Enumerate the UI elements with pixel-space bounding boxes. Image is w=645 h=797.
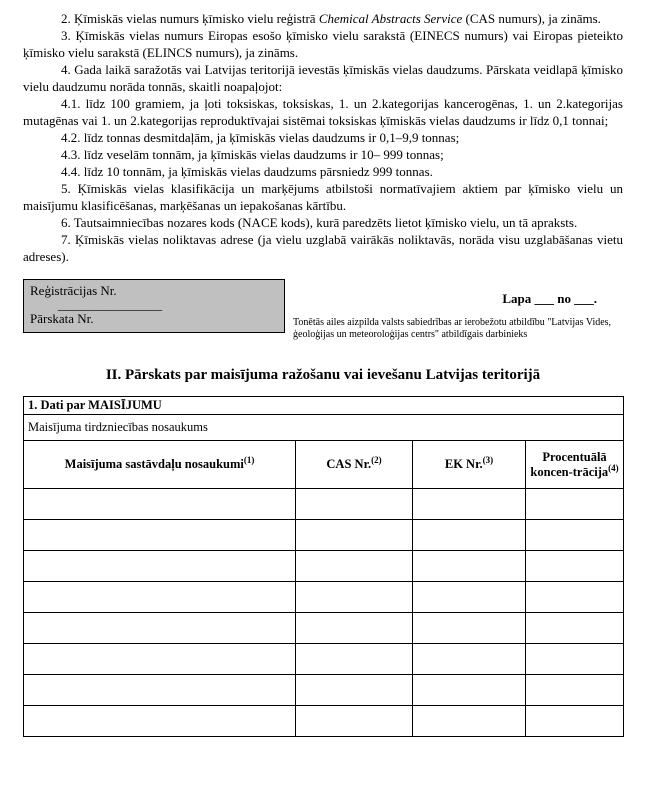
column-header-component-names	[24, 441, 296, 489]
table-column-header-row	[24, 441, 624, 489]
table-subheader-row	[24, 415, 624, 441]
empty-cell[interactable]	[413, 644, 526, 675]
empty-cell[interactable]	[413, 675, 526, 706]
table-row	[24, 613, 624, 644]
paragraph-4-1: 4.1. līdz 100 gramiem, ja ļoti toksiskas, toksiskas, 1. un 2.kategorijas kancerogēnas, 1. un 2.kategorijas mutagēnas vai 1. un 2.kategorijas reproduktīvajai sistēmai toksiskas ķīmiskās vielas daudzums ir līdz 0,1 tonnai;	[23, 96, 623, 128]
paragraph-4-2: 4.2. līdz tonnas desmitdaļām, ja ķīmiskās vielas daudzums ir 0,1–9,9 tonnas;	[61, 130, 460, 145]
empty-cell[interactable]	[296, 613, 413, 644]
table-section-header-row	[24, 397, 624, 415]
table-row	[24, 706, 624, 737]
column-header-ek-number-label: EK Nr.	[444, 457, 483, 471]
page-counter: Lapa ___ no ___.	[502, 291, 597, 306]
paragraph-2-text: 2. Ķīmiskās vielas numurs ķīmisko vielu reģistrā	[61, 11, 319, 26]
empty-cell[interactable]	[526, 644, 624, 675]
registration-number-label: Reģistrācijas Nr.	[30, 283, 117, 298]
column-header-cas-number-label: CAS Nr.	[326, 457, 372, 471]
report-number-label: Pārskata Nr.	[30, 311, 94, 326]
empty-cell[interactable]	[296, 551, 413, 582]
table-row	[24, 520, 624, 551]
empty-cell[interactable]	[24, 520, 296, 551]
empty-cell[interactable]	[24, 675, 296, 706]
column-header-cas-number	[296, 441, 413, 489]
paragraph-4-3: 4.3. līdz veselām tonnām, ja ķīmiskās vielas daudzums ir 10– 999 tonnas;	[61, 147, 444, 162]
paragraph-2-tail: (CAS numurs), ja zināms.	[462, 11, 601, 26]
paragraph-2-italic: Chemical Abstracts Service	[318, 11, 463, 26]
registration-row	[23, 279, 623, 341]
column-header-concentration-label: Procentuālā koncen-trācija	[530, 449, 609, 479]
section-title: II. Pārskats par maisījuma ražošanu vai ievešanu Latvijas teritorijā	[105, 367, 541, 383]
empty-cell[interactable]	[296, 582, 413, 613]
table-row	[24, 644, 624, 675]
registration-box	[23, 279, 285, 333]
empty-cell[interactable]	[24, 706, 296, 737]
empty-cell[interactable]	[413, 520, 526, 551]
mixture-table	[23, 396, 624, 737]
empty-cell[interactable]	[413, 582, 526, 613]
footnote-marker-3: (3)	[482, 454, 494, 465]
table-row	[24, 551, 624, 582]
empty-rows	[24, 489, 624, 737]
paragraph-4-4: 4.4. līdz 10 tonnām, ja ķīmiskās vielas daudzums pārsniedz 999 tonnas.	[61, 164, 433, 179]
column-header-ek-number	[413, 441, 526, 489]
footnote-marker-2: (2)	[371, 454, 382, 465]
table-row	[24, 489, 624, 520]
empty-cell[interactable]	[526, 675, 624, 706]
empty-cell[interactable]	[296, 520, 413, 551]
paragraph-2	[23, 10, 623, 27]
empty-cell[interactable]	[24, 644, 296, 675]
empty-cell[interactable]	[413, 551, 526, 582]
table-row	[24, 675, 624, 706]
empty-cell[interactable]	[24, 489, 296, 520]
empty-cell[interactable]	[526, 489, 624, 520]
empty-cell[interactable]	[24, 613, 296, 644]
registration-number-field[interactable]: ________________	[58, 297, 162, 312]
intro-paragraphs	[23, 10, 623, 265]
empty-cell[interactable]	[413, 706, 526, 737]
empty-cell[interactable]	[526, 582, 624, 613]
empty-cell[interactable]	[526, 520, 624, 551]
column-header-component-names-label: Maisījuma sastāvdaļu nosaukumi	[64, 457, 244, 471]
empty-cell[interactable]	[526, 613, 624, 644]
empty-cell[interactable]	[24, 551, 296, 582]
paragraph-6: 6. Tautsaimniecības nozares kods (NACE kods), kurā paredzēts lietot ķīmisko vielu, un tā apraksts.	[61, 215, 578, 230]
paragraph-4: 4. Gada laikā saražotās vai Latvijas teritorijā ievestās ķīmiskās vielas daudzums. Pārskata veidlapā ķīmisko vielu daudzumu norāda tonnās, skaitli noapaļojot:	[23, 62, 623, 94]
trade-name-field[interactable]: Maisījuma tirdzniecības nosaukums	[24, 415, 624, 441]
empty-cell[interactable]	[296, 489, 413, 520]
column-header-concentration	[526, 441, 624, 489]
empty-cell[interactable]	[296, 706, 413, 737]
table-section-header: 1. Dati par MAISĪJUMU	[24, 397, 624, 415]
shaded-cells-note: Tonētās ailes aizpilda valsts sabiedrības ar ierobežotu atbildību "Latvijas Vides, ģeoloģijas un meteoroloģijas centrs" atbildīgais darbinieks	[293, 317, 612, 340]
empty-cell[interactable]	[413, 489, 526, 520]
empty-cell[interactable]	[526, 551, 624, 582]
table-row	[24, 582, 624, 613]
footnote-marker-4: (4)	[608, 462, 619, 473]
empty-cell[interactable]	[24, 582, 296, 613]
empty-cell[interactable]	[296, 675, 413, 706]
paragraph-3: 3. Ķīmiskās vielas numurs Eiropas esošo ķīmisko vielu sarakstā (EINECS numurs) vai Eiropas pieteikto ķīmisko vielu sarakstā (ELINCS numurs), ja zināms.	[23, 28, 623, 60]
footnote-marker-1: (1)	[243, 454, 255, 465]
empty-cell[interactable]	[526, 706, 624, 737]
empty-cell[interactable]	[296, 644, 413, 675]
paragraph-5: 5. Ķīmiskās vielas klasifikācija un marķējums atbilstoši normatīvajiem aktiem par ķīmisko vielu un maisījumu klasificēšanas, marķēšanas un iepakošanas kārtību.	[23, 181, 623, 213]
page-counter-column	[285, 279, 623, 341]
paragraph-7: 7. Ķīmiskās vielas noliktavas adrese (ja vielu uzglabā vairākās noliktavās, norāda visu uzglabāšanas vietu adreses).	[23, 232, 623, 264]
empty-cell[interactable]	[413, 613, 526, 644]
